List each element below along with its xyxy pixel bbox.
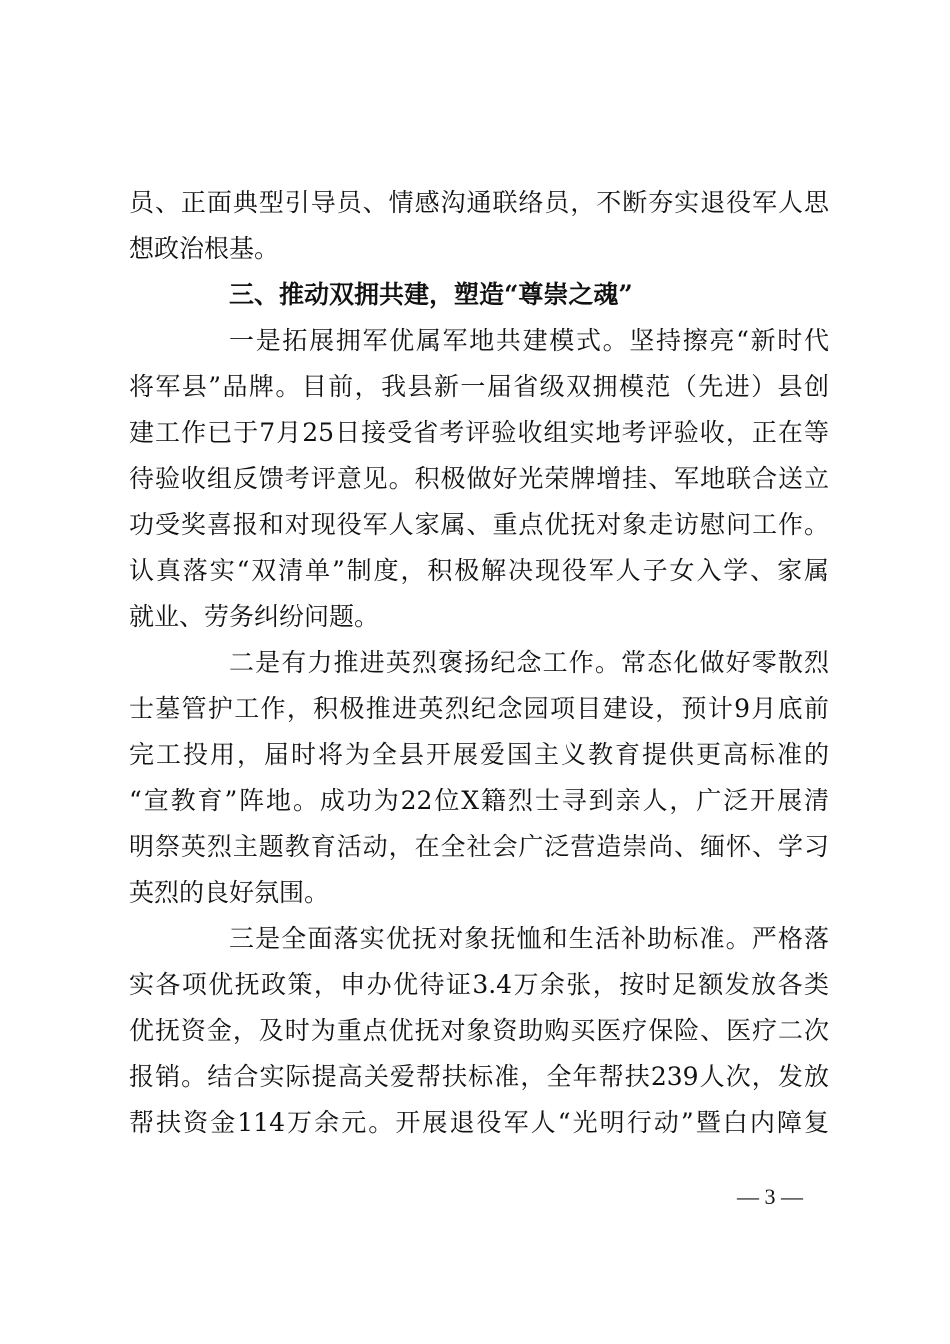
body-line: 完工投用，届时将为全县开展爱国主义教育提供更高标准的 [129,740,829,769]
body-line: 帮扶资金114万余元。开展退役军人“光明行动”暨白内障复 [129,1108,829,1137]
body-line: 英烈的良好氛围。 [129,878,330,907]
body-line: 想政治根基。 [129,234,280,263]
body-line: 明祭英烈主题教育活动，在全社会广泛营造崇尚、缅怀、学习 [129,832,829,861]
page-number: — 3 — [737,1184,803,1209]
body-line: 建工作已于7月25日接受省考评验收组实地考评验收，正在等 [129,418,829,447]
document-body [129,180,829,1146]
body-line: 一是拓展拥军优属军地共建模式。坚持擦亮“新时代 [229,326,829,355]
body-line: 二是有力推进英烈褒扬纪念工作。常态化做好零散烈 [229,648,829,677]
body-line: 员、正面典型引导员、情感沟通联络员，不断夯实退役军人思 [129,188,829,217]
section-heading: 三、推动双拥共建，塑造“尊崇之魂” [229,280,633,309]
body-line: 待验收组反馈考评意见。积极做好光荣牌增挂、军地联合送立 [129,464,829,493]
body-line: 优抚资金，及时为重点优抚对象资助购买医疗保险、医疗二次 [129,1016,829,1045]
body-line: 实各项优抚政策，申办优待证3.4万余张，按时足额发放各类 [129,970,829,999]
body-line: 功受奖喜报和对现役军人家属、重点优抚对象走访慰问工作。 [129,510,829,539]
body-line: 报销。结合实际提高关爱帮扶标准，全年帮扶239人次，发放 [129,1062,829,1091]
body-line: 三是全面落实优抚对象抚恤和生活补助标准。严格落 [229,924,829,953]
body-line: 认真落实“双清单”制度，积极解决现役军人子女入学、家属 [129,556,829,585]
body-line: 士墓管护工作，积极推进英烈纪念园项目建设，预计9月底前 [129,694,829,723]
body-line: 就业、劳务纠纷问题。 [129,602,380,631]
body-line: “宣教育”阵地。成功为22位X籍烈士寻到亲人，广泛开展清 [129,786,829,815]
body-line: 将军县”品牌。目前，我县新一届省级双拥模范（先进）县创 [129,372,829,401]
